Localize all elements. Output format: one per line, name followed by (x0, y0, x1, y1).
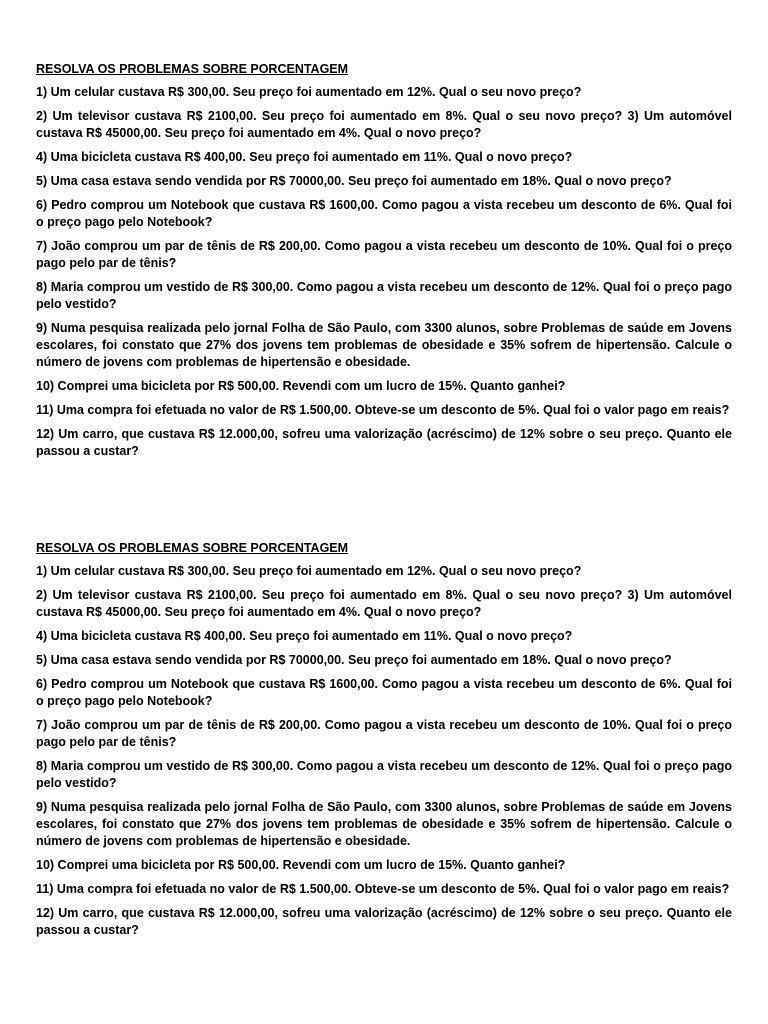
sheet-title: RESOLVA OS PROBLEMAS SOBRE PORCENTAGEM (36, 62, 349, 76)
problem-7: 7) João comprou um par de tênis de R$ 200,00. Como pagou a vista recebeu um desconto de 10%. Qual foi o preço pago pelo par de tênis? (36, 239, 732, 270)
problem-5: 5) Uma casa estava sendo vendida por R$ 70000,00. Seu preço foi aumentado em 18%. Qual o novo preço? (36, 174, 672, 188)
problem-1: 1) Um celular custava R$ 300,00. Seu preço foi aumentado em 12%. Qual o seu novo preço? (36, 85, 582, 99)
problem-9: 9) Numa pesquisa realizada pelo jornal Folha de São Paulo, com 3300 alunos, sobre Problemas de saúde em Jovens escolares, foi constato que 27% dos jovens tem problemas de obesidade e 35% sofrem de hipertensão. Calcule o número de jovens com problemas de hipertensão e obesidade. (36, 800, 732, 848)
problem-10: 10) Comprei uma bicicleta por R$ 500,00. Revendi com um lucro de 15%. Quanto ganhei? (36, 858, 566, 872)
problem-12: 12) Um carro, que custava R$ 12.000,00, sofreu uma valorização (acréscimo) de 12% sobre o seu preço. Quanto ele passou a custar? (36, 427, 732, 458)
problem-2-3: 2) Um televisor custava R$ 2100,00. Seu preço foi aumentado em 8%. Qual o seu novo preço? 3) Um automóvel custava R$ 45000,00. Seu preço foi aumentado em 4%. Qual o novo preço? (36, 588, 732, 619)
problem-6: 6) Pedro comprou um Notebook que custava R$ 1600,00. Como pagou a vista recebeu um desconto de 6%. Qual foi o preço pago pelo Notebook? (36, 677, 732, 708)
problem-11: 11) Uma compra foi efetuada no valor de R$ 1.500,00. Obteve-se um desconto de 5%. Qual foi o valor pago em reais? (36, 882, 730, 896)
problem-8: 8) Maria comprou um vestido de R$ 300,00. Como pagou a vista recebeu um desconto de 12%. Qual foi o preço pago pelo vestido? (36, 280, 732, 311)
problem-8: 8) Maria comprou um vestido de R$ 300,00. Como pagou a vista recebeu um desconto de 12%. Qual foi o preço pago pelo vestido? (36, 759, 732, 790)
problem-2-3: 2) Um televisor custava R$ 2100,00. Seu preço foi aumentado em 8%. Qual o seu novo preço? 3) Um automóvel custava R$ 45000,00. Seu preço foi aumentado em 4%. Qual o novo preço? (36, 109, 732, 140)
problem-6: 6) Pedro comprou um Notebook que custava R$ 1600,00. Como pagou a vista recebeu um desconto de 6%. Qual foi o preço pago pelo Notebook? (36, 198, 732, 229)
problem-1: 1) Um celular custava R$ 300,00. Seu preço foi aumentado em 12%. Qual o seu novo preço? (36, 564, 582, 578)
problem-sheet-1 (36, 61, 732, 467)
problem-sheet-2 (36, 540, 732, 946)
sheet-title: RESOLVA OS PROBLEMAS SOBRE PORCENTAGEM (36, 541, 349, 555)
problem-4: 4) Uma bicicleta custava R$ 400,00. Seu preço foi aumentado em 11%. Qual o novo preço? (36, 150, 573, 164)
problem-4: 4) Uma bicicleta custava R$ 400,00. Seu preço foi aumentado em 11%. Qual o novo preço? (36, 629, 573, 643)
problem-10: 10) Comprei uma bicicleta por R$ 500,00. Revendi com um lucro de 15%. Quanto ganhei? (36, 379, 566, 393)
problem-12: 12) Um carro, que custava R$ 12.000,00, sofreu uma valorização (acréscimo) de 12% sobre o seu preço. Quanto ele passou a custar? (36, 906, 732, 937)
problem-5: 5) Uma casa estava sendo vendida por R$ 70000,00. Seu preço foi aumentado em 18%. Qual o novo preço? (36, 653, 672, 667)
problem-7: 7) João comprou um par de tênis de R$ 200,00. Como pagou a vista recebeu um desconto de 10%. Qual foi o preço pago pelo par de tênis? (36, 718, 732, 749)
problem-9: 9) Numa pesquisa realizada pelo jornal Folha de São Paulo, com 3300 alunos, sobre Problemas de saúde em Jovens escolares, foi constato que 27% dos jovens tem problemas de obesidade e 35% sofrem de hipertensão. Calcule o número de jovens com problemas de hipertensão e obesidade. (36, 321, 732, 369)
problem-11: 11) Uma compra foi efetuada no valor de R$ 1.500,00. Obteve-se um desconto de 5%. Qual foi o valor pago em reais? (36, 403, 730, 417)
